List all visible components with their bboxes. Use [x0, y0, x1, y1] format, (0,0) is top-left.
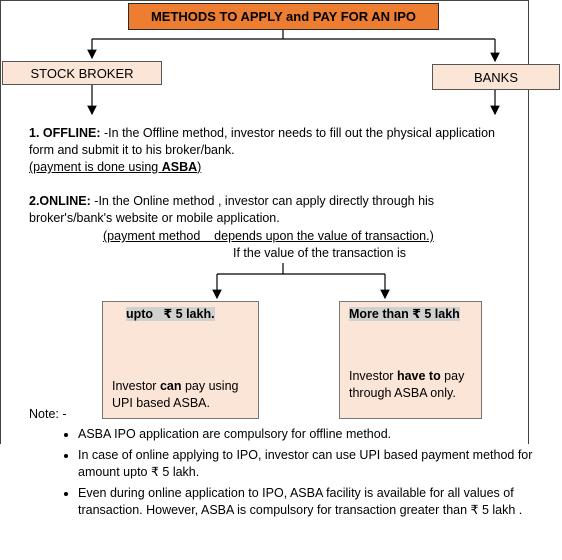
- offline-payment-prefix: (payment is done using: [29, 160, 162, 174]
- note-item: • In case of online applying to IPO, investor can use UPI based payment method for amount upto ₹ 5 lakh.: [78, 447, 533, 481]
- upto-text-bold: can: [159, 379, 182, 393]
- upto-text-post: pay using: [181, 379, 239, 393]
- stock-broker-node: STOCK BROKER: [2, 61, 162, 85]
- offline-text1: -In the Offline method, investor needs to fill out the physical application: [100, 126, 495, 140]
- more-text-bold: have to: [396, 369, 441, 383]
- upto-text-line1: [112, 378, 238, 395]
- banks-node: BANKS: [432, 64, 560, 90]
- note-label: Note: -: [29, 407, 67, 421]
- more-text-line2: through ASBA only.: [349, 386, 456, 400]
- note-item: • Even during online application to IPO, ASBA facility is available for all values of transaction. However, ASBA is compulsory for transaction greater than ₹ 5 lakh .: [78, 485, 533, 519]
- offline-label: 1. OFFLINE:: [29, 126, 101, 140]
- offline-payment-suffix: ): [197, 160, 202, 174]
- upto-text-line2: UPI based ASBA.: [112, 396, 210, 410]
- more-text-post: pay: [440, 369, 465, 383]
- upto-heading-text: upto ₹ 5 lakh.: [126, 307, 215, 321]
- notes-list: [40, 426, 533, 523]
- online-payment-note: (payment method depends upon the value of transaction.): [103, 229, 434, 243]
- online-label: 2.ONLINE:: [29, 194, 91, 208]
- more-text-pre: Investor: [349, 369, 397, 383]
- offline-payment-asba: ASBA: [161, 160, 198, 174]
- online-text1: -In the Online method , investor can apply directly through his: [90, 194, 435, 208]
- more-heading-text: More than ₹ 5 lakh: [349, 307, 460, 321]
- note-item: • ASBA IPO application are compulsory for offline method.: [78, 426, 533, 443]
- upto-text-pre: Investor: [112, 379, 160, 393]
- upto-heading: [126, 306, 215, 323]
- online-condition: If the value of the transaction is: [233, 246, 407, 260]
- more-heading: [349, 306, 460, 323]
- diagram-title: METHODS TO APPLY and PAY FOR AN IPO: [128, 3, 439, 30]
- more-text-line1: [349, 368, 464, 385]
- offline-line2: form and submit it to his broker/bank.: [29, 143, 235, 157]
- online-line2: broker's/bank's website or mobile application.: [29, 211, 280, 225]
